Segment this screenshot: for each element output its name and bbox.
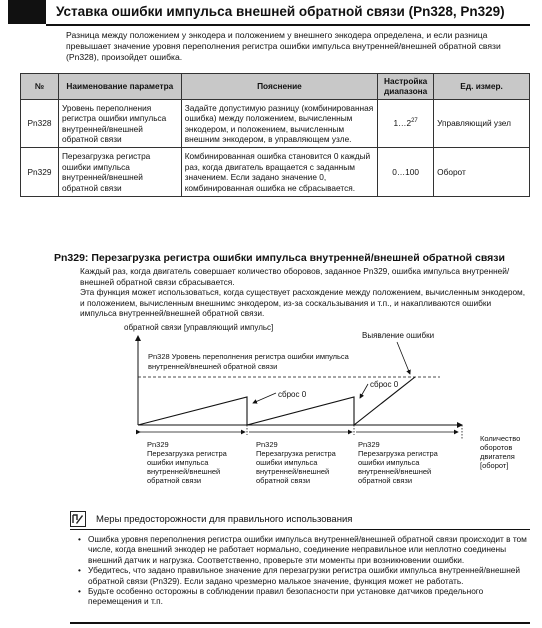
page-bottom-rule [70,622,530,624]
section-paragraph: Каждый раз, когда двигатель совершает количество оборовов, заданное Pn329, ошибка импульса внутренней/внешней обратной связи сбрасывается. [80,266,510,287]
reset-label: сброс 0 [370,380,399,389]
interval-text: внутренней/внешней [147,467,221,476]
section-paragraph: Эта функция может использоваться, когда существует расхождение между положением, вычисленным энкодером, и положением, вычисленным внешнимс энкодером, из-за соскальзывания и т.п., и накапливаются ошибки импульса внутренней/внешней обратной связи. [80,287,526,319]
page-title: Уставка ошибки импульса внешней обратной связи (Pn328, Pn329) [56,4,505,19]
param-unit: Оборот [434,148,530,197]
param-description: Задайте допустимую разницу (комбинированная ошибка) между положением, вычисленным энкодером, и положением, вычисленным внешним энкодером, в управляющем узле. [181,99,377,148]
interval-code: Pn329 [358,440,380,449]
col-header-unit: Ед. измер. [434,74,530,100]
interval-text: обратной связи [256,476,311,485]
param-range-exponent: 27 [411,118,418,125]
col-header-range: Настройка диапазона [378,74,434,100]
interval-text: обратной связи [358,476,413,485]
interval-code: Pn329 [147,440,169,449]
reset-label: сброс 0 [278,390,307,399]
param-name: Перезагрузка регистра ошибки импульса внутренней/внешней обратной связи [58,148,181,197]
interval-text: Перезагрузка регистра [147,449,227,458]
param-description: Комбинированная ошибка становится 0 каждый раз, когда двигатель вращается с заданным значением. Если задано значение 0, комбинированная ошибка не сбрасывается. [181,148,377,197]
section-title: Pn329: Перезагрузка регистра ошибки импульса внутренней/внешней обратной связи [54,252,505,264]
param-unit: Управляющий узел [434,99,530,148]
interval-code: Pn329 [256,440,278,449]
col-header-name: Наименование параметра [58,74,181,100]
reset-pointer [360,384,368,398]
caution-title: Меры предосторожности для правильного использования [96,514,353,525]
overflow-level-label: внутренней/внешней обратной связи [148,362,278,371]
param-name: Уровень переполнения регистра ошибки импульса внутренней/внешней обратной связи [58,99,181,148]
caution-icon [70,511,86,527]
param-number: Pn328 [21,99,59,148]
caution-item: • Ошибка уровня переполнения регистра ошибки импульса внутренней/внешней обратной связи происходит в том числе, когда внешний энкодер не работает нормально, соединение неправильное или неплотно соединены внешний датчик и нагрузка. Соответственно, проверьте эти моменты при возникновении ошибки. [78,534,530,565]
x-axis-label-line: [оборот] [480,461,509,470]
interval-label-3 [358,440,439,485]
x-axis-label-line: оборотов [480,443,513,452]
reset-pointer [253,393,276,403]
interval-text: ошибки импульса [358,458,420,467]
caution-item: • Убедитесь, что задано правильное значение для перезагрузки регистра ошибки импульса внутренней/внешней обратной связи (Pn329). Если задано чрезмерно малькое значение, функция может не работать. [78,565,530,586]
interval-text: обратной связи [147,476,202,485]
interval-text: внутренней/внешней [256,467,330,476]
x-axis-label-line: Количество [480,434,521,443]
caution-list [78,534,530,607]
interval-label-1 [147,440,228,485]
overflow-level-label: Pn328 Уровень переполнения регистра ошибки импульса [148,352,349,361]
param-range: 0…100 [378,148,434,197]
intro-text: Разница между положением у энкодера и положением у внешнего энкодера определена, и если разница превышает значение уровня переполнения регистра ошибки импульса внутренней/внешней обратной связи (Pn328), произойдет ошибка. [66,30,501,63]
col-header-num: № [21,74,59,100]
caution-rule [70,529,530,530]
x-axis-label-line: двигателя [480,452,515,461]
param-number: Pn329 [21,148,59,197]
interval-text: ошибки импульса [256,458,318,467]
interval-text: внутренней/внешней [358,467,432,476]
x-axis-label [480,434,520,470]
caution-item: • Будьте особенно осторожны в соблюдении правил безопасности при установке датчиков предельного перемещения и т.п. [78,586,530,607]
interval-text: Перезагрузка регистра [358,449,438,458]
interval-text: ошибки импульса [147,458,209,467]
error-detection-label: Выявление ошибки [362,331,435,340]
pen-icon [71,512,84,525]
param-range-base: 1…2 [393,118,412,129]
interval-label-2 [256,440,337,485]
y-axis-label: обратной связи [управляющий импульс] [124,323,274,332]
col-header-desc: Пояснение [181,74,377,100]
error-detection-pointer [397,342,410,374]
interval-text: Перезагрузка регистра [256,449,336,458]
